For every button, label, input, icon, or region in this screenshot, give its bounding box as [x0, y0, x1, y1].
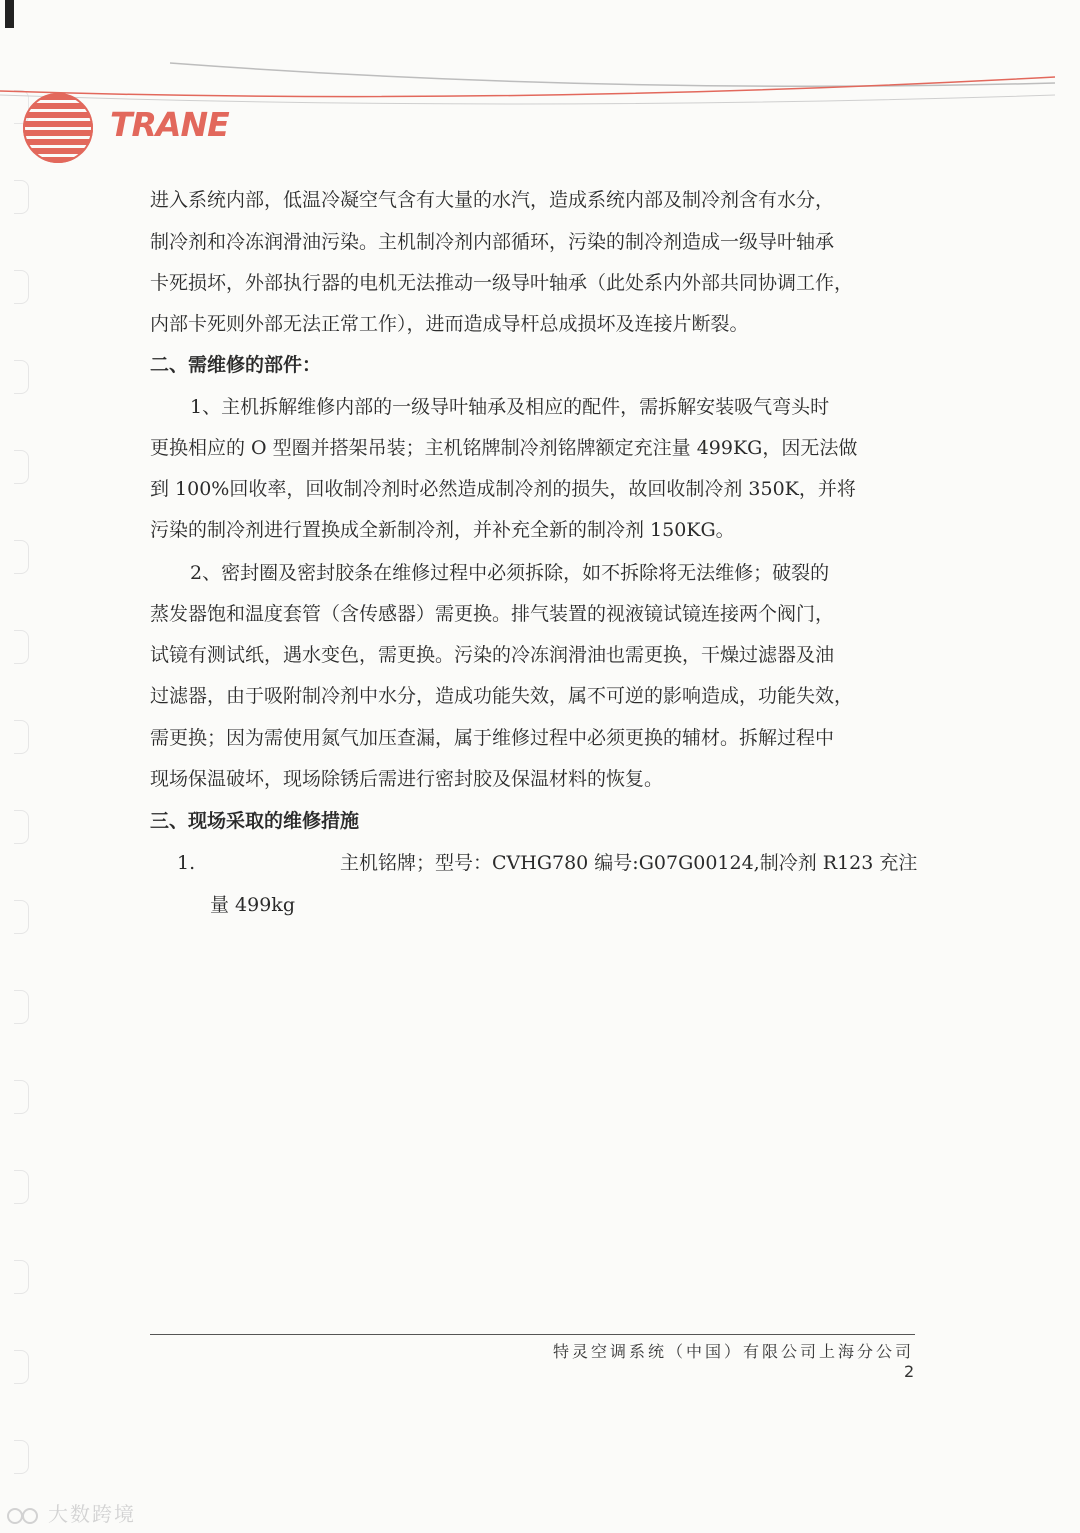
- list-item-text: 主机铭牌；型号：CVHG780 编号:G07G00124,制冷剂 R123 充注: [340, 852, 918, 874]
- watermark-logo-icon: [6, 1507, 42, 1525]
- body-line: 现场保温破坏，现场除锈后需进行密封胶及保温材料的恢复。: [150, 768, 664, 790]
- body-line: 1、主机拆解维修内部的一级导叶轴承及相应的配件，需拆解安装吸气弯头时: [190, 396, 830, 418]
- body-line: 过滤器，由于吸附制冷剂中水分，造成功能失效，属不可逆的影响造成，功能失效，: [150, 685, 854, 707]
- section-3-heading: 三、现场采取的维修措施: [150, 810, 360, 832]
- trane-logo-text: TRANE: [110, 105, 229, 144]
- watermark-text: 大数跨境: [48, 1502, 136, 1526]
- body-line: 需更换；因为需使用氮气加压查漏，属于维修过程中必须更换的辅材。拆解过程中: [150, 727, 835, 749]
- list-item-text-continued: 量 499kg: [210, 894, 295, 916]
- scan-edge-mark: [5, 0, 14, 28]
- body-line: 试镜有测试纸，遇水变色，需更换。污染的冷冻润滑油也需更换，干燥过滤器及油: [150, 644, 835, 666]
- section-2-heading: 二、需维修的部件：: [150, 354, 322, 376]
- body-line: 卡死损坏，外部执行器的电机无法推动一级导叶轴承（此处系内外部共同协调工作，: [150, 272, 854, 294]
- body-line: 2、密封圈及密封胶条在维修过程中必须拆除，如不拆除将无法维修；破裂的: [190, 562, 830, 584]
- letterhead: [0, 55, 1080, 175]
- footer-divider: [150, 1334, 915, 1335]
- body-line: 内部卡死则外部无法正常工作），进而造成导杆总成损坏及连接片断裂。: [150, 313, 749, 335]
- body-line: 进入系统内部，低温冷凝空气含有大量的水汽，造成系统内部及制冷剂含有水分，: [150, 189, 835, 211]
- body-line: 蒸发器饱和温度套管（含传感器）需更换。排气装置的视液镜试镜连接两个阀门，: [150, 603, 835, 625]
- page-number: 2: [904, 1362, 915, 1381]
- body-line: 污染的制冷剂进行置换成全新制冷剂，并补充全新的制冷剂 150KG。: [150, 519, 735, 541]
- body-line: 制冷剂和冷冻润滑油污染。主机制冷剂内部循环，污染的制冷剂造成一级导叶轴承: [150, 231, 835, 253]
- footer-company-name: 特灵空调系统（中国）有限公司上海分公司: [552, 1342, 914, 1361]
- trane-logo-icon: [18, 93, 98, 163]
- watermark: [6, 1498, 136, 1527]
- body-line: 到 100%回收率，回收制冷剂时必然造成制冷剂的损失，故回收制冷剂 350K，并将: [150, 478, 856, 500]
- binder-edge: [14, 90, 40, 1490]
- body-line: 更换相应的 O 型圈并搭架吊装；主机铭牌制冷剂铭牌额定充注量 499KG，因无法做: [150, 437, 858, 459]
- list-item-number: 1.: [177, 852, 196, 874]
